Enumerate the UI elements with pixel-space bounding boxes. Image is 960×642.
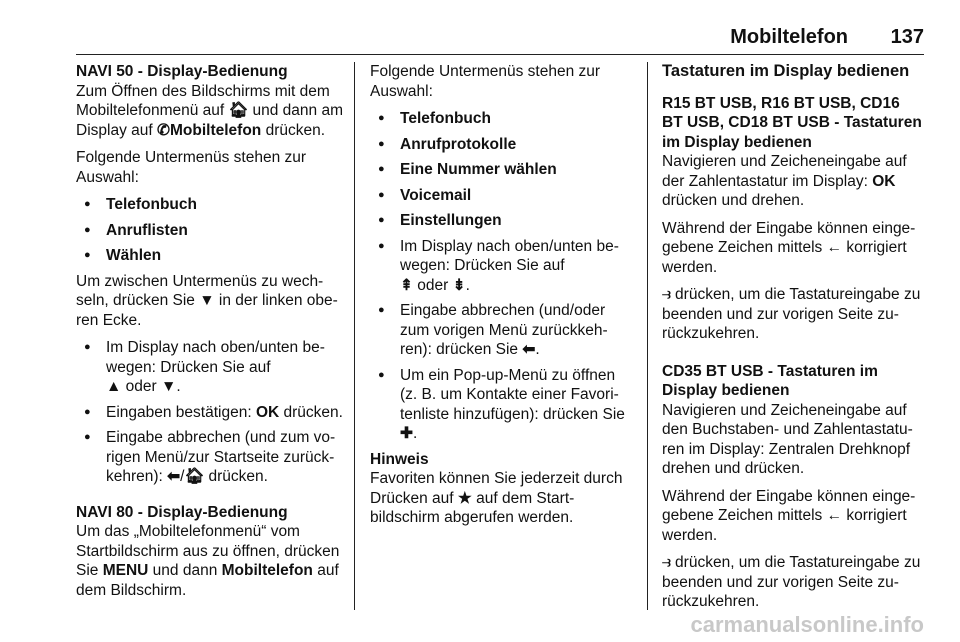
- list-item: ● Einstellungen: [370, 211, 632, 231]
- left-arrow-icon: ←: [826, 239, 843, 256]
- main-heading: Tastaturen im Display bedienen: [662, 62, 910, 80]
- paragraph: Während der Eingabe können einge- gebene Zeichen mittels ← korrigiert werden.: [662, 219, 916, 276]
- list-item: ● Anrufprotokolle: [370, 135, 632, 155]
- paragraph: ⥽ drücken, um die Tastatureingabe zu beenden und zur vorigen Seite zu- rückzukehren.: [662, 286, 921, 342]
- section-heading: NAVI 80 - Display-Bedienung: [76, 503, 288, 521]
- submenu-list: [76, 195, 344, 266]
- column-1: [76, 62, 344, 608]
- return-arrow-icon: ⥽: [662, 554, 671, 571]
- paragraph: Folgende Untermenüs stehen zur Auswahl:: [370, 63, 601, 100]
- section-heading: CD35 BT USB - Tastaturen im Display bedienen: [662, 362, 878, 399]
- column-divider: [647, 62, 648, 610]
- scroll-down-icon: ⇟: [452, 276, 466, 294]
- note-text: Favoriten können Sie jederzeit durch Drücken auf ★ auf dem Start- bildschirm abgerufen werden.: [370, 470, 623, 526]
- back-arrow-icon: ⬅: [522, 341, 536, 358]
- triangle-up-icon: ▲: [106, 378, 122, 395]
- left-arrow-icon: ←: [826, 507, 843, 524]
- list-item: ● Um ein Pop-up-Menü zu öffnen (z. B. um Kontakte einer Favori- tenliste hinzufügen): drücken Sie ✚.: [370, 366, 632, 444]
- paragraph: Zum Öffnen des Bildschirms mit dem Mobiltelefonmenü auf 🏠︎ und dann am Display auf ✆Mobiltelefon drücken.: [76, 82, 343, 139]
- list-item: ● Eingabe abbrechen (und zum vo- rigen Menü/zur Startseite zurück- kehren): ⬅/🏠︎ drücken.: [76, 428, 344, 487]
- paragraph: Während der Eingabe können einge- gebene Zeichen mittels ← korrigiert werden.: [662, 487, 916, 544]
- instruction-list: [76, 338, 344, 487]
- page-header: [0, 0, 960, 56]
- list-item: ● Telefonbuch: [76, 195, 344, 215]
- list-item: ● Telefonbuch: [370, 109, 632, 129]
- section-heading: R15 BT USB, R16 BT USB, CD16 BT USB, CD18 BT USB - Tastaturen im Display bedienen: [662, 94, 922, 151]
- column-2: [370, 62, 632, 536]
- paragraph: Folgende Untermenüs stehen zur Auswahl:: [76, 149, 307, 186]
- triangle-down-icon: ▼: [160, 378, 177, 395]
- note-heading: Hinweis: [370, 450, 429, 468]
- scroll-up-icon: ⇞: [400, 276, 413, 294]
- list-item: ● Eine Nummer wählen: [370, 160, 632, 180]
- phone-icon: ✆: [156, 121, 170, 139]
- back-arrow-icon: ⬅: [167, 468, 181, 485]
- list-item: ● Eingaben bestätigen: OK drücken.: [76, 403, 344, 423]
- paragraph: Um zwischen Untermenüs zu wech- seln, drücken Sie ▼ in der linken obe- ren Ecke.: [76, 272, 338, 329]
- home-icon: 🏠︎: [184, 468, 205, 485]
- star-icon: ★: [457, 489, 472, 507]
- page-title: Mobiltelefon: [730, 26, 848, 48]
- column-3: [662, 62, 924, 620]
- home-icon: 🏠︎: [228, 102, 249, 119]
- list-item: ● Wählen: [76, 246, 344, 266]
- list-item: ● Voicemail: [370, 186, 632, 206]
- triangle-down-icon: ▼: [199, 292, 215, 309]
- list-item: ● Eingabe abbrechen (und/oder zum vorigen Menü zurückkeh- ren): drücken Sie ⬅.: [370, 301, 632, 360]
- watermark: carmanualsonline.info: [690, 612, 924, 637]
- column-divider: [354, 62, 355, 610]
- paragraph: Navigieren und Zeicheneingabe auf den Buchstaben- und Zahlentastatu- ren im Display: Zentralen Drehknopf drehen und drücken.: [662, 401, 913, 477]
- page-number: 137: [890, 26, 924, 48]
- plus-icon: ✚: [400, 425, 413, 442]
- list-item: ● Im Display nach oben/unten be- wegen: Drücken Sie auf ⇞ oder ⇟.: [370, 237, 632, 296]
- section-heading: NAVI 50 - Display-Bedienung: [76, 63, 288, 80]
- paragraph: ⥽ drücken, um die Tastatureingabe zu beenden und zur vorigen Seite zu- rückzukehren.: [662, 554, 921, 610]
- list-item: ● Im Display nach oben/unten be- wegen: Drücken Sie auf ▲ oder ▼.: [76, 338, 344, 397]
- paragraph: Navigieren und Zeicheneingabe auf der Zahlentastatur im Display: OK drücken und drehen.: [662, 153, 907, 209]
- return-arrow-icon: ⥽: [662, 286, 671, 303]
- header-rule: [76, 54, 924, 55]
- submenu-list: [370, 109, 632, 444]
- paragraph: Um das „Mobiltelefonmenü“ vom Startbildschirm aus zu öffnen, drücken Sie MENU und dann Mobiltelefon auf dem Bildschirm.: [76, 523, 340, 599]
- list-item: ● Anruflisten: [76, 221, 344, 241]
